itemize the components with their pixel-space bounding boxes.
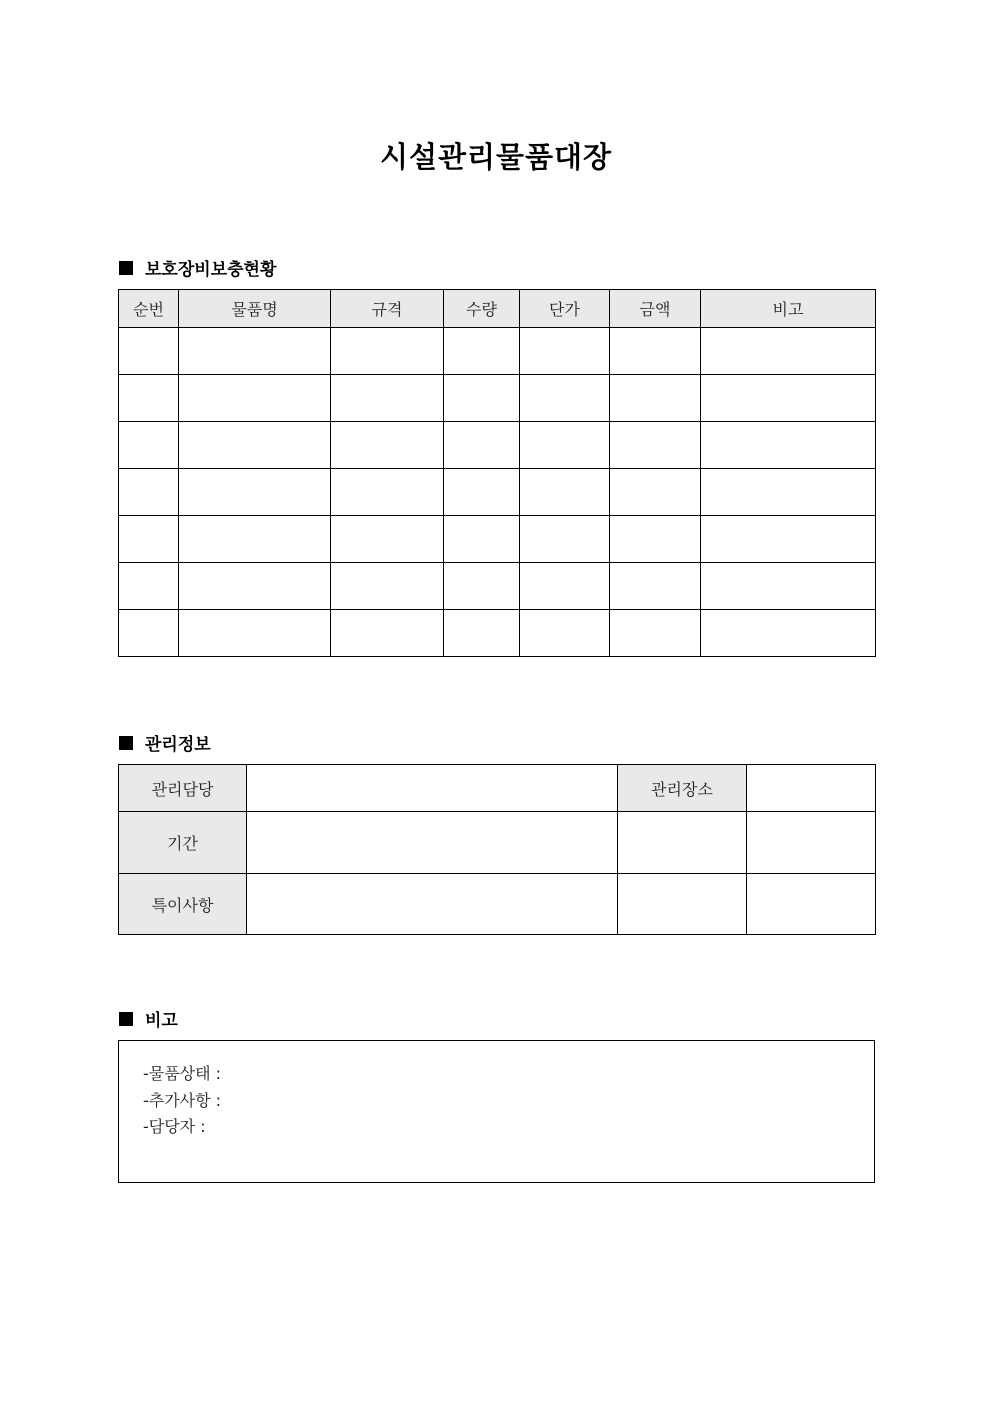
cell-spec[interactable] xyxy=(331,328,444,375)
cell-remarks[interactable] xyxy=(701,422,876,469)
notes-extra-cell-1[interactable] xyxy=(618,874,747,935)
col-header-amount: 금액 xyxy=(610,290,701,328)
cell-item-name[interactable] xyxy=(179,610,331,657)
manager-field[interactable] xyxy=(247,765,618,812)
table-row xyxy=(119,469,876,516)
cell-remarks[interactable] xyxy=(701,469,876,516)
col-header-item-name: 물품명 xyxy=(179,290,331,328)
section-heading-text: 비고 xyxy=(145,1011,178,1031)
cell-unit-price[interactable] xyxy=(520,469,610,516)
notes-field[interactable] xyxy=(247,874,618,935)
cell-number[interactable] xyxy=(119,516,179,563)
square-bullet-icon xyxy=(119,261,133,275)
cell-spec[interactable] xyxy=(331,516,444,563)
table-row xyxy=(119,516,876,563)
remarks-line-additional: -추가사항 : xyxy=(143,1090,222,1110)
cell-remarks[interactable] xyxy=(701,328,876,375)
protective-equipment-table xyxy=(118,289,876,657)
cell-quantity[interactable] xyxy=(444,328,520,375)
cell-item-name[interactable] xyxy=(179,328,331,375)
remarks-lines xyxy=(143,1061,221,1141)
cell-number[interactable] xyxy=(119,422,179,469)
cell-item-name[interactable] xyxy=(179,375,331,422)
cell-number[interactable] xyxy=(119,563,179,610)
table-row xyxy=(119,610,876,657)
cell-unit-price[interactable] xyxy=(520,516,610,563)
col-header-number: 순번 xyxy=(119,290,179,328)
table-row xyxy=(119,812,876,874)
cell-number[interactable] xyxy=(119,375,179,422)
section-heading-remarks xyxy=(119,1006,178,1031)
cell-spec[interactable] xyxy=(331,469,444,516)
manager-label: 관리담당 xyxy=(119,765,247,812)
cell-quantity[interactable] xyxy=(444,563,520,610)
col-header-quantity: 수량 xyxy=(444,290,520,328)
cell-amount[interactable] xyxy=(610,422,701,469)
cell-amount[interactable] xyxy=(610,469,701,516)
cell-spec[interactable] xyxy=(331,563,444,610)
col-header-spec: 규격 xyxy=(331,290,444,328)
table-row xyxy=(119,563,876,610)
cell-number[interactable] xyxy=(119,610,179,657)
cell-unit-price[interactable] xyxy=(520,563,610,610)
remarks-line-person-in-charge: -담당자 : xyxy=(143,1117,206,1136)
table-header-row xyxy=(119,290,876,328)
table-row xyxy=(119,422,876,469)
cell-amount[interactable] xyxy=(610,328,701,375)
cell-quantity[interactable] xyxy=(444,422,520,469)
period-extra-cell-2[interactable] xyxy=(747,812,876,874)
remarks-line-item-condition: -물품상태 : xyxy=(143,1064,222,1083)
cell-amount[interactable] xyxy=(610,375,701,422)
section-heading-management-info xyxy=(119,730,211,755)
management-info-table xyxy=(118,764,876,935)
location-label: 관리장소 xyxy=(618,765,747,812)
cell-item-name[interactable] xyxy=(179,563,331,610)
table-row xyxy=(119,874,876,935)
notes-label: 특이사항 xyxy=(119,874,247,935)
cell-item-name[interactable] xyxy=(179,422,331,469)
cell-spec[interactable] xyxy=(331,422,444,469)
cell-quantity[interactable] xyxy=(444,610,520,657)
cell-quantity[interactable] xyxy=(444,469,520,516)
section-heading-text: 보호장비보충현황 xyxy=(145,260,277,280)
cell-amount[interactable] xyxy=(610,516,701,563)
cell-quantity[interactable] xyxy=(444,375,520,422)
table-row xyxy=(119,328,876,375)
cell-remarks[interactable] xyxy=(701,516,876,563)
square-bullet-icon xyxy=(119,736,133,750)
document-title: 시설관리물품대장 xyxy=(379,140,613,174)
cell-unit-price[interactable] xyxy=(520,328,610,375)
section-heading-protective-equipment xyxy=(119,255,276,280)
cell-remarks[interactable] xyxy=(701,610,876,657)
col-header-unit-price: 단가 xyxy=(520,290,610,328)
location-field[interactable] xyxy=(747,765,876,812)
cell-item-name[interactable] xyxy=(179,516,331,563)
table-row xyxy=(119,375,876,422)
cell-number[interactable] xyxy=(119,469,179,516)
cell-number[interactable] xyxy=(119,328,179,375)
square-bullet-icon xyxy=(119,1012,133,1026)
notes-extra-cell-2[interactable] xyxy=(747,874,876,935)
cell-spec[interactable] xyxy=(331,610,444,657)
col-header-remarks: 비고 xyxy=(701,290,876,328)
cell-remarks[interactable] xyxy=(701,375,876,422)
cell-amount[interactable] xyxy=(610,563,701,610)
cell-unit-price[interactable] xyxy=(520,375,610,422)
remarks-box[interactable] xyxy=(118,1040,875,1183)
table-row xyxy=(119,765,876,812)
cell-remarks[interactable] xyxy=(701,563,876,610)
cell-amount[interactable] xyxy=(610,610,701,657)
period-label: 기간 xyxy=(119,812,247,874)
cell-item-name[interactable] xyxy=(179,469,331,516)
cell-unit-price[interactable] xyxy=(520,610,610,657)
cell-quantity[interactable] xyxy=(444,516,520,563)
cell-spec[interactable] xyxy=(331,375,444,422)
section-heading-text: 관리정보 xyxy=(145,735,211,755)
period-field[interactable] xyxy=(247,812,618,874)
cell-unit-price[interactable] xyxy=(520,422,610,469)
period-extra-cell-1[interactable] xyxy=(618,812,747,874)
